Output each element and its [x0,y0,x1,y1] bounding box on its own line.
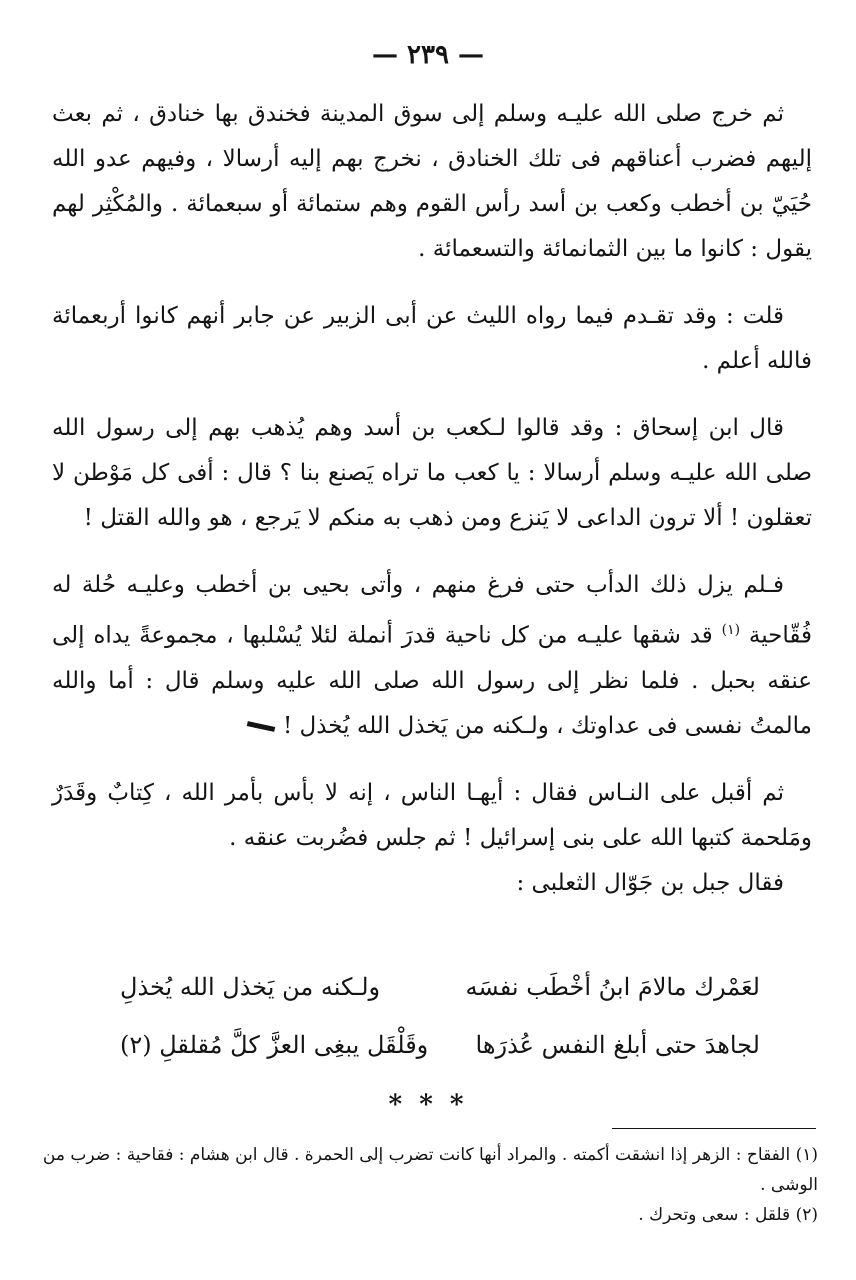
paragraph-trench-execution: ثم خرج صلى الله عليـه وسلم إلى سوق المدينة فخندق بها خنادق ، ثم بعث إليهم فضرب أعناقهم فى تلك الخنادق ، نخرج بهم إليه أرسالا ، وفيهم عدو الله حُيَيّ بن أخطب وكعب بن أسد رأس القوم وهم ستمائة أو سبعمائة . والمُكْثِر لهم يقول : كانوا ما بين الثمانمائة والتسعمائة . [52,101,812,262]
poem [120,958,760,1074]
section-separator: * * * [388,1090,468,1120]
poem-verse [120,1016,760,1074]
ink-mark [247,721,275,732]
poem-hemistich-second: ولـكنه من يَخذل الله يُخذلِ [120,973,381,1001]
paragraph-ibn-ishaq: قال ابن إسحاق : وقد قالوا لـكعب بن أسد وهم يُذهب بهم إلى رسول الله صلى الله عليـه وسلم أرسالا : يا كعب ما تراه يَصنع بنا ؟ قال : أفى كل مَوْطن لا تعقلون ! ألا ترون الداعى لا يَنزع ومن ذهب به منكم لا يَرجع ، هو والله القتل ! [52,415,812,531]
footnote-1: (١) الفقاح : الزهر إذا انشقت أكمته . والمراد أنها كانت تضرب إلى الحمرة . قال ابن هشام : فقاحية : ضرب من الوشى . [42,1145,818,1195]
poem-verse [120,958,760,1016]
paragraph-final-speech: ثم أقبل على النـاس فقال : أيهـا الناس ، إنه لا بأس بأمر الله ، كِتابٌ وقَدَرٌ ومَلحمة كتبها الله على بنى إسرائيل ! ثم جلس فضُربت عنقه . [52,779,812,851]
paragraph-poet-intro: فقال جبل بن جَوّال الثعلبى : [516,869,784,896]
footnotes [36,1140,818,1230]
paragraph-huyayy-part-1: فـلم يزل ذلك الدأب حتى فرغ منهم ، وأتى بحيى بن أخطب وعليـه حُلة له فُقّاحية [52,572,813,649]
footnote-divider [612,1128,816,1129]
poem-hemistich-second: وقَلْقَل يبغِى العزَّ كلَّ مُقلقلِ (٢) [120,1031,429,1059]
main-text [52,92,812,906]
poem-hemistich-first: لجاهدَ حتى أبلغ النفس عُذرَها [475,1031,760,1059]
poem-hemistich-first: لعَمْرك مالامَ ابنُ أخْطَب نفسَه [465,973,760,1001]
footnote-2: (٢) قلقل : سعى وتحرك . [638,1205,818,1225]
page-number: — ٢٣٩ — [371,40,485,70]
footnote-reference-1: (١) [721,622,741,638]
paragraph-author-note: قلت : وقد تقـدم فيما رواه الليث عن أبى الزبير عن جابر أنهم كانوا أربعمائة فالله أعلم . [52,303,812,374]
paragraph-huyayy [52,563,812,749]
paragraph-huyayy-part-2: قد شقها عليـه من كل ناحية قدرَ أنملة لئلا يُسْلبها ، مجموعةً يداه إلى عنقه بحبل . فلما نظر إلى رسول الله صلى الله عليه وسلم قال : أما والله مالمتُ نفسى فى عداوتك ، ولـكنه من يَخذل الله يُخذل ! [52,622,812,739]
